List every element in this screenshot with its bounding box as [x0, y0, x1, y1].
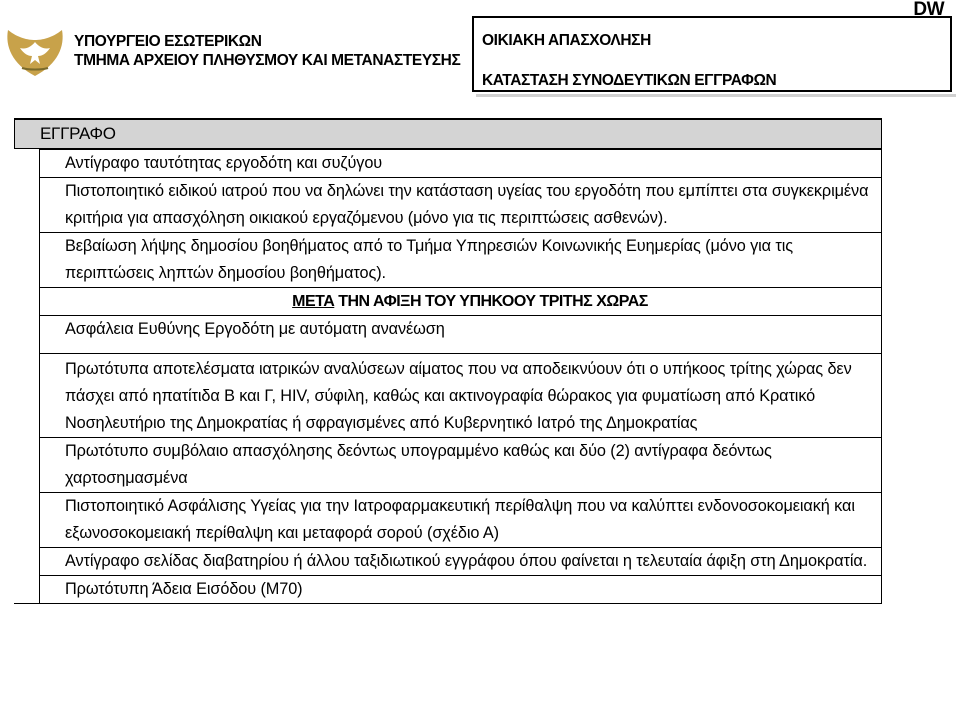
document-item: Ασφάλεια Ευθύνης Εργοδότη με αυτόματη ανανέωση	[40, 315, 882, 353]
section-heading-underlined: ΜΕΤΑ	[292, 293, 335, 310]
ministry-line2: ΤΜΗΜΑ ΑΡΧΕΙΟΥ ΠΛΗΘΥΣΜΟΥ ΚΑΙ ΜΕΤΑΝΑΣΤΕΥΣΗΣ	[74, 52, 461, 69]
checkbox-cell[interactable]	[14, 353, 40, 437]
checkbox-cell[interactable]	[14, 149, 40, 177]
document-item: Πιστοποιητικό Ασφάλισης Υγείας για την Ιατροφαρμακευτική περίθαλψη που να καλύπτει ενδονοσοκομειακή και εξωνοσοκομειακή περίθαλψη και μεταφορά σορού (σχέδιο Α)	[40, 492, 882, 547]
title-box-shadow	[476, 94, 956, 97]
table-row	[14, 315, 882, 353]
checkbox-cell[interactable]	[14, 575, 40, 603]
table-row	[14, 575, 882, 604]
cyprus-coat-of-arms-icon	[2, 24, 68, 80]
checkbox-cell	[14, 287, 40, 315]
documents-table	[14, 118, 882, 604]
ministry-line1: ΥΠΟΥΡΓΕΙΟ ΕΣΩΤΕΡΙΚΩΝ	[74, 33, 262, 50]
checkbox-cell[interactable]	[14, 315, 40, 353]
table-header-row	[14, 118, 882, 149]
document-item: Πρωτότυπη Άδεια Εισόδου (Μ70)	[40, 575, 882, 603]
document-item: Πρωτότυπα αποτελέσματα ιατρικών αναλύσεων αίματος που να αποδεικνύουν ότι ο υπήκοος τρίτης χώρας δεν πάσχει από ηπατίτιδα Β και Γ, HIV, σύφιλη, καθώς και ακτινογραφία θώρακος για φυματίωση από Κρατικό Νοσηλευτήριο της Δημοκρατίας ή σφραγισμένες από Κυβερνητικό Ιατρό της Δημοκρατίας	[40, 353, 882, 437]
document-item: Πρωτότυπο συμβόλαιο απασχόλησης δεόντως υπογραμμένο καθώς και δύο (2) αντίγραφα δεόντως χαρτοσημασμένα	[40, 437, 882, 492]
table-row	[14, 437, 882, 492]
document-item: Αντίγραφο σελίδας διαβατηρίου ή άλλου ταξιδιωτικού εγγράφου όπου φαίνεται η τελευταία άφιξη στη Δημοκρατία.	[40, 547, 882, 575]
table-row	[14, 353, 882, 437]
checkbox-cell[interactable]	[14, 492, 40, 547]
form-subtitle: ΚΑΤΑΣΤΑΣΗ ΣΥΝΟΔΕΥΤΙΚΩΝ ΕΓΓΡΑΦΩΝ	[482, 72, 777, 89]
checkbox-cell[interactable]	[14, 232, 40, 287]
section-heading-row	[14, 287, 882, 315]
form-title-box	[472, 16, 952, 92]
table-row	[14, 492, 882, 547]
document-item: Βεβαίωση λήψης δημοσίου βοηθήματος από το Τμήμα Υπηρεσιών Κοινωνικής Ευημερίας (μόνο για τις περιπτώσεις ληπτών δημοσίου βοηθήματος).	[40, 232, 882, 287]
checkbox-cell[interactable]	[14, 547, 40, 575]
table-row	[14, 232, 882, 287]
table-row	[14, 149, 882, 177]
document-item: Αντίγραφο ταυτότητας εργοδότη και συζύγου	[40, 149, 882, 177]
form-title: ΟΙΚΙΑΚΗ ΑΠΑΣΧΟΛΗΣΗ	[482, 32, 651, 49]
ministry-title	[74, 32, 460, 70]
checkbox-cell[interactable]	[14, 177, 40, 232]
checkbox-cell[interactable]	[14, 437, 40, 492]
column-header: ΕΓΓΡΑΦΟ	[14, 119, 882, 149]
table-row	[14, 177, 882, 232]
document-item: Πιστοποιητικό ειδικού ιατρού που να δηλώνει την κατάσταση υγείας του εργοδότη που εμπίπτει στα συγκεκριμένα κριτήρια για απασχόληση οικιακού εργαζόμενου (μόνο για τις περιπτώσεις ασθενών).	[40, 177, 882, 232]
section-heading-rest: ΤΗΝ ΑΦΙΞΗ ΤΟΥ ΥΠΗΚΟΟΥ ΤΡΙΤΗΣ ΧΩΡΑΣ	[334, 293, 648, 310]
table-row	[14, 547, 882, 575]
form-code: DW	[913, 0, 944, 20]
section-heading	[40, 287, 882, 315]
